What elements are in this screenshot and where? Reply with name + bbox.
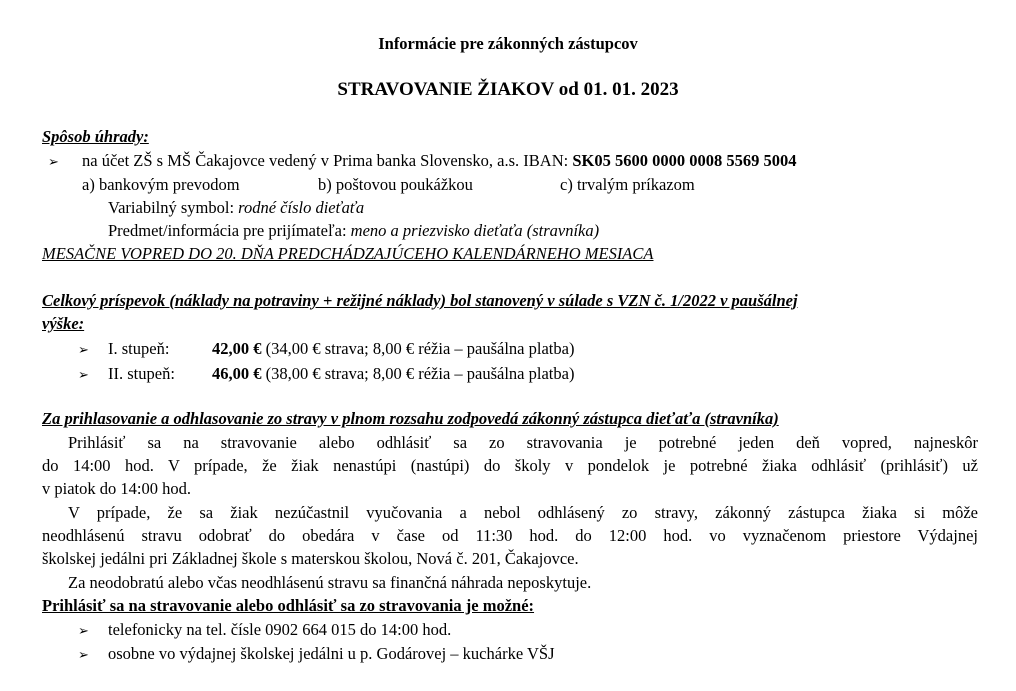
payment-option-a: a) bankovým prevodom (82, 175, 240, 194)
vs-value: rodné číslo dieťaťa (238, 198, 365, 217)
level-item-2 (78, 364, 574, 386)
level-amount: 46,00 € (212, 364, 262, 383)
recipient-label: Predmet/informácia pre prijímateľa: (108, 221, 347, 240)
method-item-personal (78, 644, 555, 666)
level-label: II. stupeň: (108, 364, 175, 383)
method-text: osobne vo výdajnej školskej jedálni u p. Godárovej – kuchárke VŠJ (108, 644, 555, 663)
rule-paragraph-1-line-3: v piatok do 14:00 hod. (42, 479, 191, 498)
vs-label: Variabilný symbol: (108, 198, 235, 217)
level-amount: 42,00 € (212, 339, 262, 358)
payment-heading: Spôsob úhrady: (42, 127, 149, 146)
contribution-heading-line2: výške: (42, 314, 85, 333)
variable-symbol (108, 198, 364, 218)
arrow-bullet-icon: ➢ (48, 155, 59, 170)
payment-option-b: b) poštovou poukážkou (318, 175, 473, 194)
arrow-bullet-icon: ➢ (78, 624, 89, 639)
account-line (48, 151, 796, 173)
document-title: STRAVOVANIE ŽIAKOV od 01. 01. 2023 (337, 79, 679, 100)
level-detail: (38,00 € strava; 8,00 € réžia – paušálna platba) (265, 364, 575, 383)
rule-paragraph-3: Za neodobratú alebo včas neodhlásenú stravu sa finančná náhrada neposkytuje. (68, 573, 592, 592)
rule-paragraph-2-line-1: V prípade, že sa žiak nezúčastnil vyučovania a nebol odhlásený zo stravy, zákonný zástupca žiaka si môže (68, 503, 978, 522)
arrow-bullet-icon: ➢ (78, 368, 89, 383)
method-item-phone (78, 620, 451, 642)
recipient-value: meno a priezvisko dieťaťa (stravníka) (350, 221, 600, 240)
registration-heading: Za prihlasovanie a odhlasovanie zo stravy v plnom rozsahu zodpovedá zákonný zástupca dieťaťa (stravníka) (42, 409, 779, 428)
document-subtitle: Informácie pre zákonných zástupcov (378, 34, 638, 53)
methods-heading: Prihlásiť sa na stravovanie alebo odhlásiť sa zo stravovania je možné: (42, 596, 535, 615)
rule-paragraph-1-line-1: Prihlásiť sa na stravovanie alebo odhlásiť sa zo stravovania je potrebné jeden deň vopred, najneskôr (68, 433, 978, 452)
level-detail: (34,00 € strava; 8,00 € réžia – paušálna platba) (265, 339, 575, 358)
level-label: I. stupeň: (108, 339, 170, 358)
method-text: telefonicky na tel. čísle 0902 664 015 do 14:00 hod. (108, 620, 452, 639)
recipient-info (108, 221, 599, 241)
contribution-heading-line1: Celkový príspevok (náklady na potraviny + režijné náklady) bol stanovený v súlade s VZN č. 1/2022 v paušálnej (42, 291, 798, 310)
arrow-bullet-icon: ➢ (78, 343, 89, 358)
iban-value: SK05 5600 0000 0008 5569 5004 (572, 151, 797, 170)
rule-paragraph-2-line-3: školskej jedálni pri Základnej škole s materskou školou, Nová č. 201, Čakajovce. (42, 549, 579, 568)
rule-paragraph-2-line-2: neodhlásenú stravu odobrať do obedára v čase od 11:30 hod. do 12:00 hod. vo vyznačenom priestore Výdajnej (42, 526, 978, 545)
arrow-bullet-icon: ➢ (78, 648, 89, 663)
rule-paragraph-1-line-2: do 14:00 hod. V prípade, že žiak nenastúpi (nastúpi) do školy v pondelok je potrebné žiaka odhlásiť (prihlásiť) už (42, 456, 978, 475)
payment-option-c: c) trvalým príkazom (560, 175, 695, 194)
account-text: na účet ZŠ s MŠ Čakajovce vedený v Prima banka Slovensko, a.s. IBAN: (82, 151, 569, 170)
level-item-1 (78, 339, 574, 361)
payment-deadline: MESAČNE VOPRED DO 20. DŇA PREDCHÁDZAJÚCEHO KALENDÁRNEHO MESIACA (42, 244, 654, 263)
